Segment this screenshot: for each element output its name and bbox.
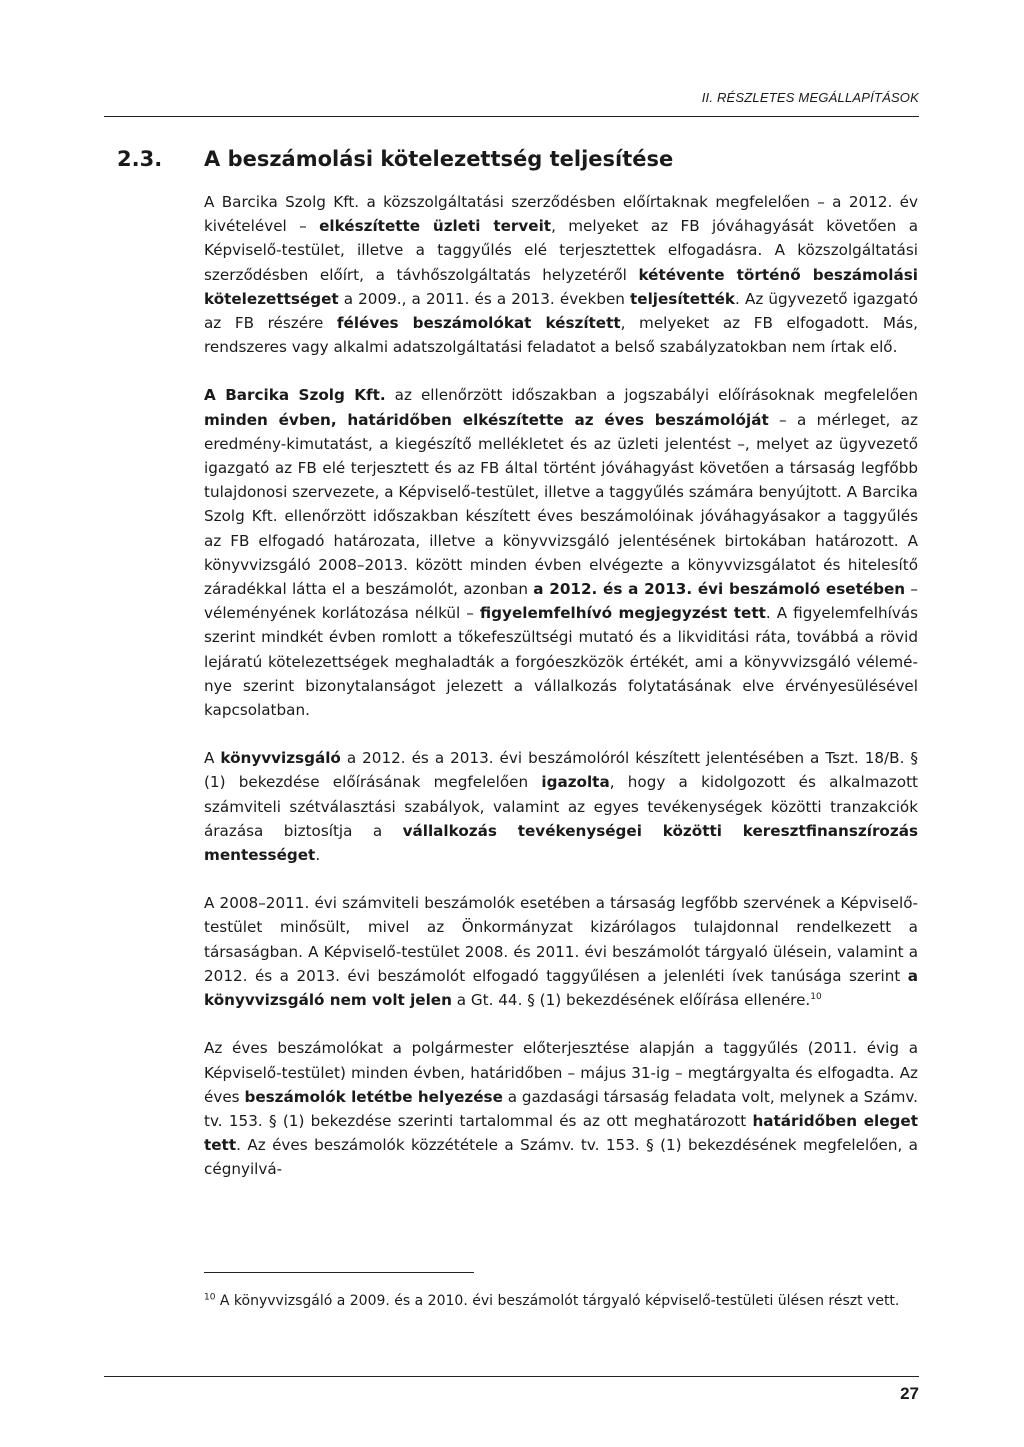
text-run: , hogy a kidolgozott és alkalmazott számviteli szétválasztási szabályok, valamint az egyes tevékenységek közötti tranzakciók árazása biztosítja a (204, 773, 918, 840)
text-run: A 2008–2011. évi számviteli beszámolók esetében a társaság legfőbb szervének a Képviselő-testület minősült, mivel az Önkormányzat kizárólagos tulajdonnal rendelkezett a társaságban. A Képviselő-testület 2008. és 2011. évi beszámolót tárgyaló ülésein, valamint a 2012. és a 2013. évi beszámolót elfogadó taggyűlésen a jelenléti ívek tanúsága szerint (204, 894, 918, 985)
text-run: A (204, 749, 221, 768)
footnote (204, 1290, 918, 1312)
text-run: a gazdasági társaság feladata volt, melynek a Számv. tv. 153. § (1) bekezdése szerinti tartalommal és az ott meghatározott (204, 1087, 919, 1130)
text-run: . (315, 846, 321, 865)
emphasis: a könyvvizsgáló nem volt jelen (204, 966, 918, 1010)
emphasis: könyvvizsgáló (220, 749, 341, 768)
footnote-marker: 10 (204, 1292, 216, 1303)
emphasis: minden évben, határidőben elkészítette az éves beszámolóját (204, 410, 769, 429)
footnote-rule (204, 1272, 474, 1273)
paragraph-1 (204, 190, 918, 359)
footnote-reference[interactable]: 10 (810, 992, 822, 1003)
paragraph-2 (204, 383, 918, 722)
section-number: 2.3. (117, 147, 163, 171)
text-run: , melyeket az FB elfogadott. Más, rendszeres vagy alkalmi adatszolgáltatási feladatot a belső szabályzatokban nem írtak elő. (204, 314, 918, 357)
text-run: az ellenőrzött időszakban a jogszabályi előírásoknak megfelelően (385, 386, 918, 405)
text-run: a Gt. 44. § (1) bekezdésének előírása ellenére. (451, 991, 811, 1010)
section-title: A beszámolási kötelezettség teljesítése (204, 147, 674, 171)
emphasis: figyelemfelhívó megjegyzést tett (479, 604, 766, 623)
emphasis: igazolta (541, 773, 610, 792)
text-run: a 2009., a 2011. és a 2013. években (338, 289, 631, 308)
paragraph-3 (204, 746, 918, 867)
emphasis: A Barcika Szolg Kft. (204, 386, 386, 405)
page-number: 27 (900, 1384, 919, 1403)
paragraph-4 (204, 891, 918, 1012)
text-run: – a mérleget, az eredmény-kimutatást, a kiegészítő mellékletet és az üzleti jelentést –, melyet az ügyvezető igazgató az FB elé terjesztett és az FB által történt jóváhagyást követően a társaság legfőbb tulajdonosi szervezete, a Képviselő-testület, illetve a taggyűlés számára benyújtott. A Barcika Szolg Kft. ellenőrzött időszakban készített éves beszámolóinak jóváhagyásakor a taggyűlés az FB elfogadó határozata, illetve a könyvvizsgáló jelentésének birtokában határozott. A könyvvizsgáló 2008–2013. között minden évben elvégezte a könyvvizsgálatot és hitelesítő záradékkal látta el a beszámolót, azonban (204, 410, 918, 599)
emphasis: teljesítették (630, 289, 736, 308)
text-run: . Az ügyvezető igazgató az FB részére (204, 289, 918, 333)
paragraph-5 (204, 1036, 918, 1181)
text-run: A Barcika Szolg Kft. a közszolgáltatási szerződésben előírtaknak megfelelően – a 2012. év kivételével – (204, 193, 918, 236)
footer-rule (104, 1376, 919, 1377)
emphasis: elkészítette üzleti terveit (319, 217, 552, 236)
text-run: . A figyelemfelhívás szerint mindkét évben romlott a tőkefeszültségi mutató és a likviditási ráta, továbbá a rövid lejáratú kötelezettségek meghaladták a forgóeszközök értékét, ami a könyvvizsgáló véleménye szerint bizonytalanságot jelezett a vállalkozás folytatásának elve érvényesülésével kapcsolatban. (204, 604, 918, 720)
text-run: , melyeket az FB jóváhagyását követően a Képviselő-testület, illetve a taggyűlés elé terjesztettek elfogadásra. A közszolgáltatási szerződésben előírt, a távhőszolgáltatás helyzetéről (204, 217, 919, 284)
text-run: Az éves beszámolókat a polgármester előterjesztése alapján a taggyűlés (2011. évig a Képviselő-testület) minden évben, határidőben – május 31-ig – megtárgyalta és elfogadta. Az éves (204, 1039, 918, 1106)
footnote-text: A könyvvizsgáló a 2009. és a 2010. évi beszámolót tárgyaló képviselő-testületi ülésen részt vett. (219, 1293, 900, 1309)
emphasis: kétévente történő beszámolási kötelezettséget (204, 265, 919, 308)
text-run: – véleményének korlátozása nélkül – (204, 580, 918, 623)
header-rule (104, 116, 919, 117)
emphasis: beszámolók letétbe helyezése (244, 1087, 503, 1106)
body-text (204, 190, 918, 1182)
text-run: a 2012. és a 2013. évi beszámolóról készített jelentésében a Tszt. 18/B. § (1) bekezdése előírásának megfelelően (204, 749, 918, 792)
text-run: . Az éves beszámolók közzététele a Számv. tv. 153. § (1) bekezdésének megfelelően, a cégnyilvá- (204, 1136, 918, 1179)
emphasis: a 2012. és a 2013. évi beszámoló esetében (533, 580, 906, 599)
emphasis: határidőben eleget tett (204, 1111, 918, 1155)
emphasis: vállalkozás tevékenységei közötti keresztfinanszírozás mentességet (204, 821, 918, 865)
emphasis: féléves beszámolókat készített (336, 314, 621, 333)
running-header: II. RÉSZLETES MEGÁLLAPÍTÁSOK (701, 90, 919, 105)
